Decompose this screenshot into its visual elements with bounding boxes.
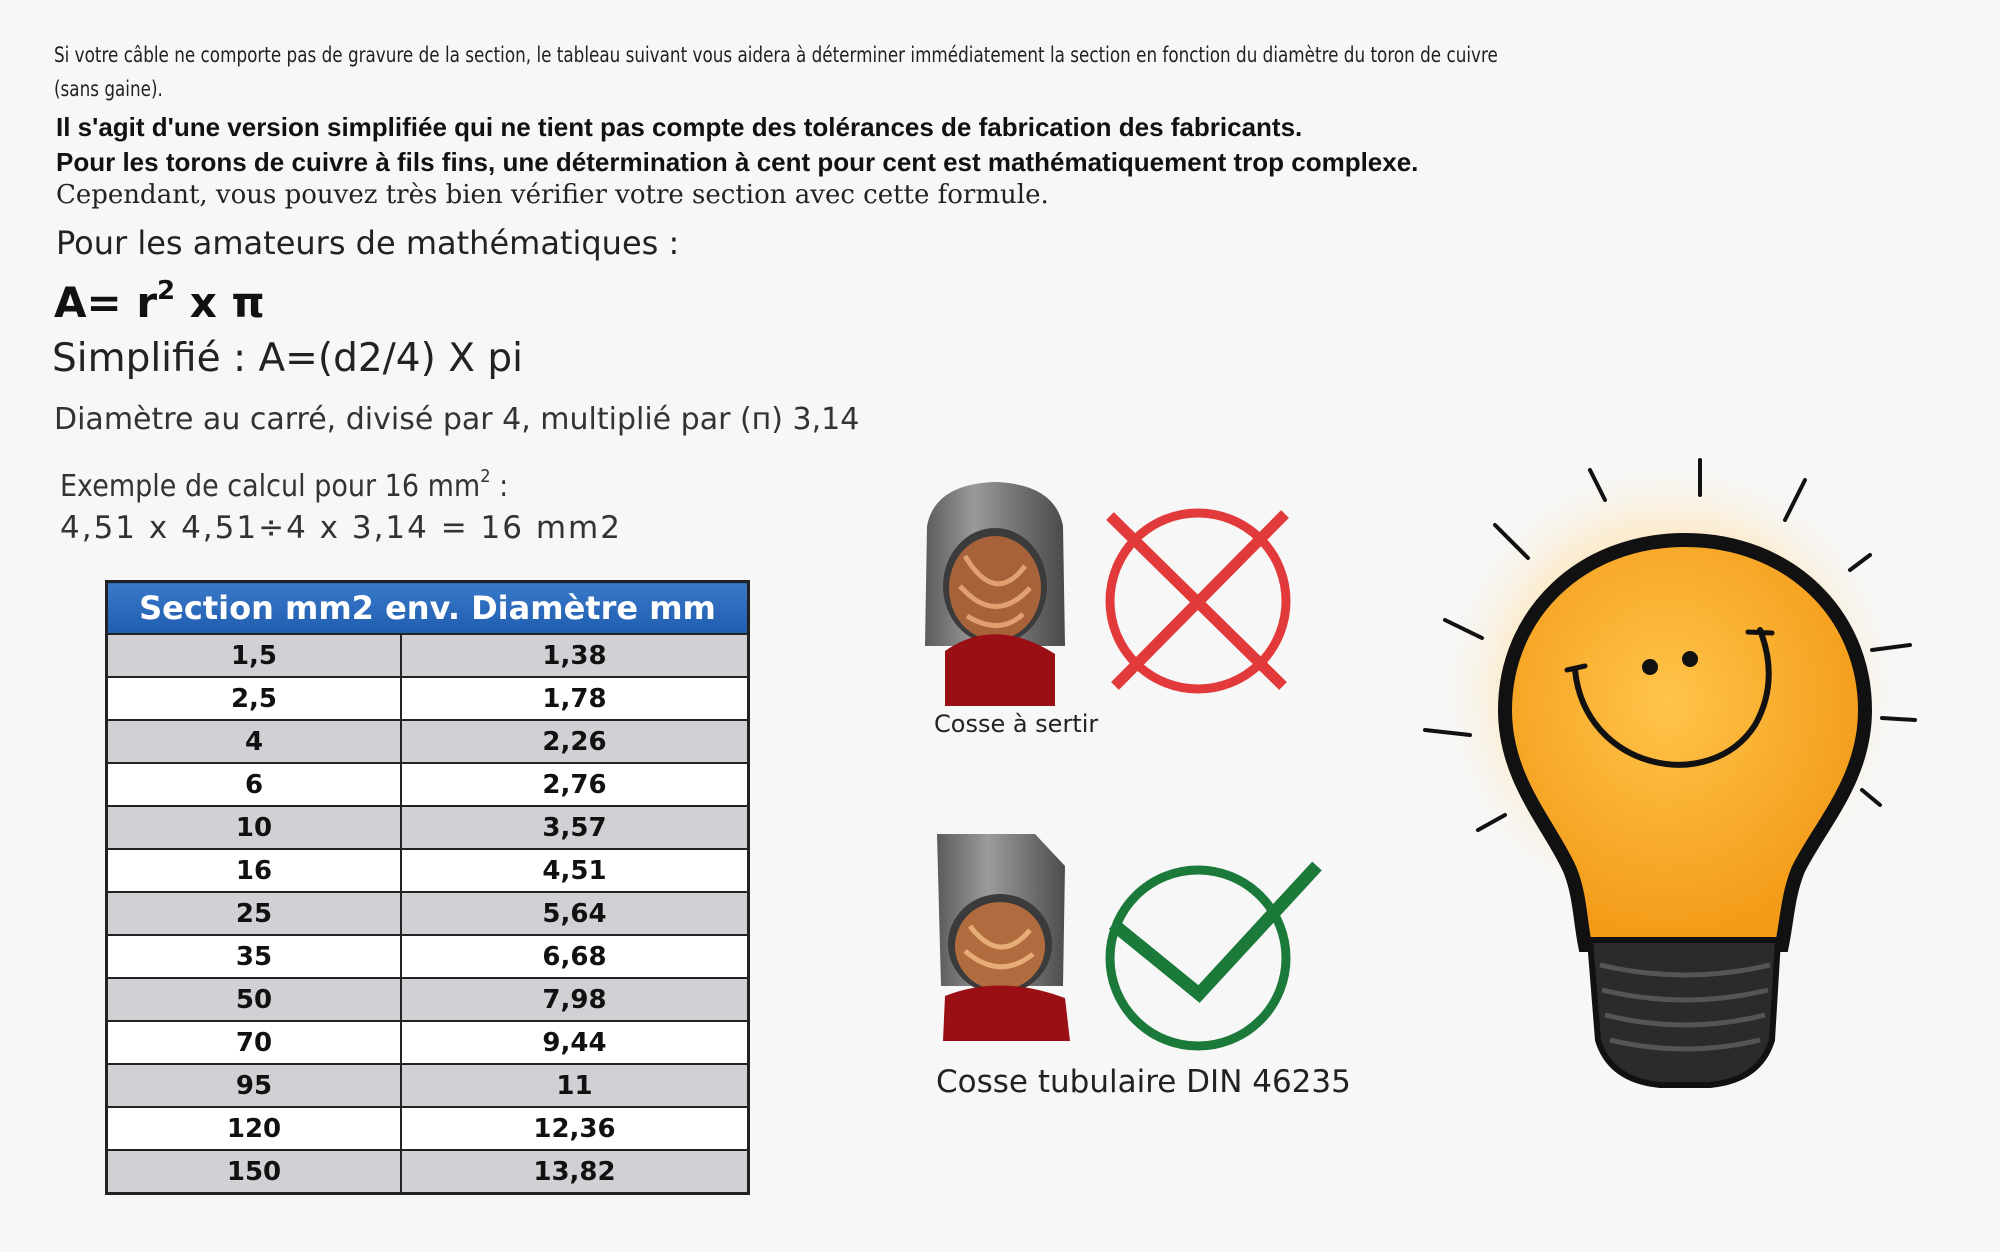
section-cell: 1,5: [107, 634, 402, 677]
example-heading: [60, 466, 508, 504]
green-check-icon: [1110, 866, 1317, 1046]
crimp-lug-label: Cosse à sertir: [934, 710, 1099, 738]
table-row: [107, 1064, 749, 1107]
red-cross-icon: [1110, 513, 1286, 689]
section-cell: 70: [107, 1021, 402, 1064]
table-row: [107, 1021, 749, 1064]
section-cell: 95: [107, 1064, 402, 1107]
table-row: [107, 849, 749, 892]
section-cell: 6: [107, 763, 402, 806]
formula-exponent: 2: [157, 276, 176, 306]
diameter-cell: 7,98: [401, 978, 749, 1021]
section-diameter-table: [105, 580, 750, 1195]
section-cell: 50: [107, 978, 402, 1021]
example-colon: :: [490, 469, 509, 504]
diameter-cell: 13,82: [401, 1150, 749, 1194]
diameter-cell: 12,36: [401, 1107, 749, 1150]
diameter-cell: 5,64: [401, 892, 749, 935]
table-row: [107, 634, 749, 677]
section-cell: 10: [107, 806, 402, 849]
table-row: [107, 1150, 749, 1194]
diameter-cell: 1,78: [401, 677, 749, 720]
smiling-lightbulb-icon: [1410, 440, 1930, 1100]
note-fine-strands: Pour les torons de cuivre à fils fins, une détermination à cent pour cent est mathématiquement trop complexe.: [56, 147, 1419, 177]
formula-part-b: x π: [175, 278, 265, 327]
tubular-lug-photo: [937, 834, 1070, 1041]
table-body: [107, 634, 749, 1194]
section-cell: 150: [107, 1150, 402, 1194]
bulb-base: [1590, 940, 1778, 1085]
section-cell: 16: [107, 849, 402, 892]
table-header: Section mm2 env. Diamètre mm: [107, 582, 749, 635]
formula-explanation: Diamètre au carré, divisé par 4, multiplié par (п) 3,14: [54, 402, 860, 437]
diameter-cell: 4,51: [401, 849, 749, 892]
diameter-cell: 2,26: [401, 720, 749, 763]
table-row: [107, 677, 749, 720]
intro-line-1: Si votre câble ne comporte pas de gravure de la section, le tableau suivant vous aidera à déterminer immédiatement la section en fonction du diamètre du toron de cuivre: [54, 43, 1498, 67]
table-row: [107, 935, 749, 978]
diameter-cell: 6,68: [401, 935, 749, 978]
table-row: [107, 720, 749, 763]
example-text: Exemple de calcul pour 16 mm: [60, 469, 481, 504]
intro-paragraph: [54, 38, 1518, 106]
example-calculation: 4,51 x 4,51÷4 x 3,14 = 16 mm2: [60, 510, 622, 546]
tubular-lug-label: Cosse tubulaire DIN 46235: [936, 1064, 1351, 1100]
example-exponent: 2: [480, 466, 491, 487]
math-heading: Pour les amateurs de mathématiques :: [56, 224, 680, 262]
simplified-formula: Simplifié : A=(d2/4) X pi: [52, 336, 523, 381]
note-verify: Cependant, vous pouvez très bien vérifier votre section avec cette formule.: [56, 180, 1049, 210]
table-row: [107, 763, 749, 806]
crimp-lug-figure: [905, 476, 1305, 706]
diameter-cell: 1,38: [401, 634, 749, 677]
formula-part-a: A= r: [54, 278, 158, 327]
diameter-cell: 9,44: [401, 1021, 749, 1064]
intro-line-2: (sans gaine).: [54, 77, 163, 101]
table-row: [107, 892, 749, 935]
crimp-lug-photo: [925, 482, 1065, 706]
diameter-cell: 2,76: [401, 763, 749, 806]
section-cell: 35: [107, 935, 402, 978]
section-cell: 120: [107, 1107, 402, 1150]
diameter-cell: 3,57: [401, 806, 749, 849]
table-row: [107, 1107, 749, 1150]
diameter-cell: 11: [401, 1064, 749, 1107]
section-cell: 2,5: [107, 677, 402, 720]
note-simplified: Il s'agit d'une version simplifiée qui ne tient pas compte des tolérances de fabrication des fabricants.: [56, 112, 1303, 142]
table-row: [107, 978, 749, 1021]
section-cell: 4: [107, 720, 402, 763]
area-formula: [54, 276, 265, 327]
tubular-lug-figure: [905, 826, 1335, 1056]
table-row: [107, 806, 749, 849]
section-cell: 25: [107, 892, 402, 935]
